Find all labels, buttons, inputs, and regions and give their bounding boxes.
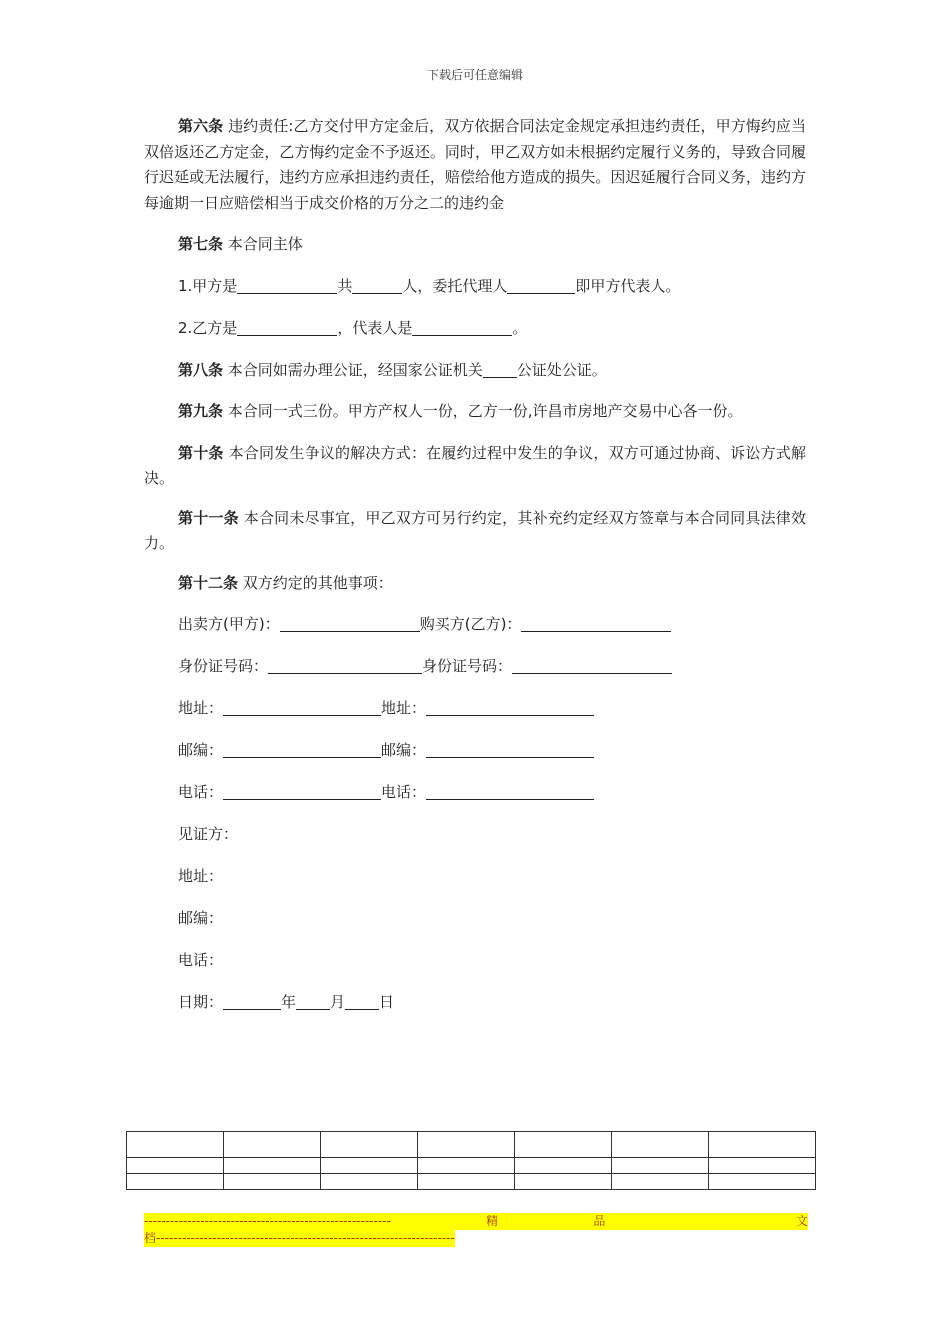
article-12-title: 第十二条 <box>178 573 239 592</box>
article-10-text: 本合同发生争议的解决方式：在履约过程中发生的争议，双方可通过协商、诉讼方式解决。 <box>144 443 806 487</box>
footer-banner <box>144 1213 808 1247</box>
zip-line <box>178 738 806 764</box>
table-cell <box>612 1174 709 1190</box>
table-cell <box>418 1132 515 1158</box>
seller-id-label: 身份证号码： <box>178 657 269 675</box>
article-7-text: 本合同主体 <box>223 235 303 253</box>
table-cell <box>224 1132 321 1158</box>
id-line <box>178 654 806 680</box>
article-10-title: 第十条 <box>178 443 224 462</box>
article-8-title: 第八条 <box>178 360 224 379</box>
seller-label: 出卖方(甲方)： <box>178 615 280 633</box>
table-row <box>127 1174 816 1190</box>
representative-label: 即甲方代表人。 <box>575 276 681 295</box>
witness-phone-line: 电话： <box>178 951 224 969</box>
table-cell <box>127 1132 224 1158</box>
phone-line <box>178 780 806 806</box>
footer-row-2: 档--------------------------------------------------------------------- <box>144 1231 455 1245</box>
buyer-address-blank[interactable] <box>426 697 594 716</box>
date-label: 日期： <box>178 993 224 1011</box>
year-blank[interactable] <box>223 991 281 1010</box>
empty-grid-table <box>126 1131 816 1190</box>
article-9 <box>144 399 806 425</box>
seller-address-label: 地址： <box>178 699 224 717</box>
buyer-label: 购买方(乙方)： <box>419 615 522 633</box>
table-cell <box>515 1158 612 1174</box>
buyer-phone-blank[interactable] <box>426 781 594 800</box>
buyer-zip-label: 邮编： <box>381 741 427 759</box>
article-8-text: 本合同如需办理公证，经国家公证机关 <box>223 360 483 379</box>
party-b-rep-label: ，代表人是 <box>337 318 413 337</box>
witness-line: 见证方： <box>178 825 239 843</box>
party-b-blank[interactable] <box>237 317 337 336</box>
article-9-text: 本合同一式三份。甲方产权人一份，乙方一份,许昌市房地产交易中心各一份。 <box>223 402 743 420</box>
table-row <box>127 1158 816 1174</box>
table-cell <box>612 1158 709 1174</box>
seller-address-blank[interactable] <box>223 697 381 716</box>
buyer-zip-blank[interactable] <box>426 739 594 758</box>
buyer-phone-label: 电话： <box>381 783 427 801</box>
article-7 <box>144 232 806 258</box>
table-cell <box>418 1158 515 1174</box>
buyer-address-label: 地址： <box>381 699 427 717</box>
party-b-rep-blank[interactable] <box>412 317 512 336</box>
table-cell <box>224 1158 321 1174</box>
seller-zip-label: 邮编： <box>178 741 224 759</box>
article-11 <box>144 506 806 557</box>
party-a-label: 1.甲方是 <box>178 276 238 295</box>
seller-blank[interactable] <box>280 613 420 632</box>
witness-address-line: 地址： <box>178 867 224 885</box>
table-cell <box>515 1174 612 1190</box>
article-6 <box>144 114 806 216</box>
count-label: 共 <box>337 276 353 295</box>
table-cell <box>612 1132 709 1158</box>
article-7-title: 第七条 <box>178 235 224 253</box>
witness-zip-line: 邮编： <box>178 909 224 927</box>
table-cell <box>709 1174 816 1190</box>
table-cell <box>127 1174 224 1190</box>
article-7-item-1 <box>178 274 806 300</box>
party-b-label: 2.乙方是 <box>178 318 238 337</box>
table-cell <box>321 1174 418 1190</box>
table-cell <box>127 1158 224 1174</box>
seller-phone-label: 电话： <box>178 783 224 801</box>
seller-id-blank[interactable] <box>268 655 422 674</box>
contract-body <box>144 114 806 1032</box>
notary-blank[interactable] <box>483 359 517 378</box>
month-blank[interactable] <box>296 991 330 1010</box>
table-cell <box>321 1132 418 1158</box>
table-cell <box>321 1158 418 1174</box>
count-blank[interactable] <box>352 275 402 294</box>
article-12 <box>144 571 806 597</box>
page-header: 下载后可任意编辑 <box>426 68 523 82</box>
table-cell <box>418 1174 515 1190</box>
agent-label: 人，委托代理人 <box>402 276 508 295</box>
day-label: 日 <box>379 993 395 1011</box>
article-10 <box>144 441 806 492</box>
table-cell <box>709 1132 816 1158</box>
buyer-id-label: 身份证号码： <box>422 657 513 675</box>
month-label: 月 <box>330 993 346 1011</box>
article-6-title: 第六条 <box>178 117 224 135</box>
agent-blank[interactable] <box>507 275 575 294</box>
footer-row-1 <box>144 1213 808 1230</box>
party-a-blank[interactable] <box>237 275 337 294</box>
article-6-text: 违约责任:乙方交付甲方定金后，双方依据合同法定金规定承担违约责任，甲方悔约应当双倍返还乙方定金，乙方悔约定金不予返还。同时，甲乙双方如未根据约定履行义务的，导致合同履行迟延或无法履行，违约方应承担违约责任，赔偿给他方造成的损失。因迟延履行合同义务，违约方每逾期一日应赔偿相当于成交价格的万分之二的违约金 <box>144 117 806 212</box>
seller-buyer-line <box>178 612 806 638</box>
table-cell <box>709 1158 816 1174</box>
seller-phone-blank[interactable] <box>223 781 381 800</box>
footer-char-3: 文 <box>795 1214 808 1228</box>
address-line <box>178 696 806 722</box>
table-row <box>127 1132 816 1158</box>
article-12-text: 双方约定的其他事项： <box>238 573 393 592</box>
period: 。 <box>512 318 528 337</box>
article-8-text-end: 公证处公证。 <box>516 360 607 379</box>
year-label: 年 <box>281 993 297 1011</box>
buyer-blank[interactable] <box>521 613 671 632</box>
footer-char-1: 精 <box>486 1214 499 1228</box>
buyer-id-blank[interactable] <box>512 655 672 674</box>
article-9-title: 第九条 <box>178 402 224 420</box>
footer-char-2: 品 <box>593 1214 606 1228</box>
article-11-title: 第十一条 <box>178 508 239 527</box>
footer-dashes: --------------------------------------------------------- <box>144 1214 391 1228</box>
article-8 <box>144 358 806 384</box>
article-11-text: 本合同未尽事宜，甲乙双方可另行约定，其补充约定经双方签章与本合同同具法律效力。 <box>144 508 806 552</box>
table-cell <box>515 1132 612 1158</box>
table-cell <box>224 1174 321 1190</box>
date-line <box>178 990 806 1016</box>
article-7-item-2 <box>178 316 806 342</box>
seller-zip-blank[interactable] <box>223 739 381 758</box>
day-blank[interactable] <box>345 991 379 1010</box>
